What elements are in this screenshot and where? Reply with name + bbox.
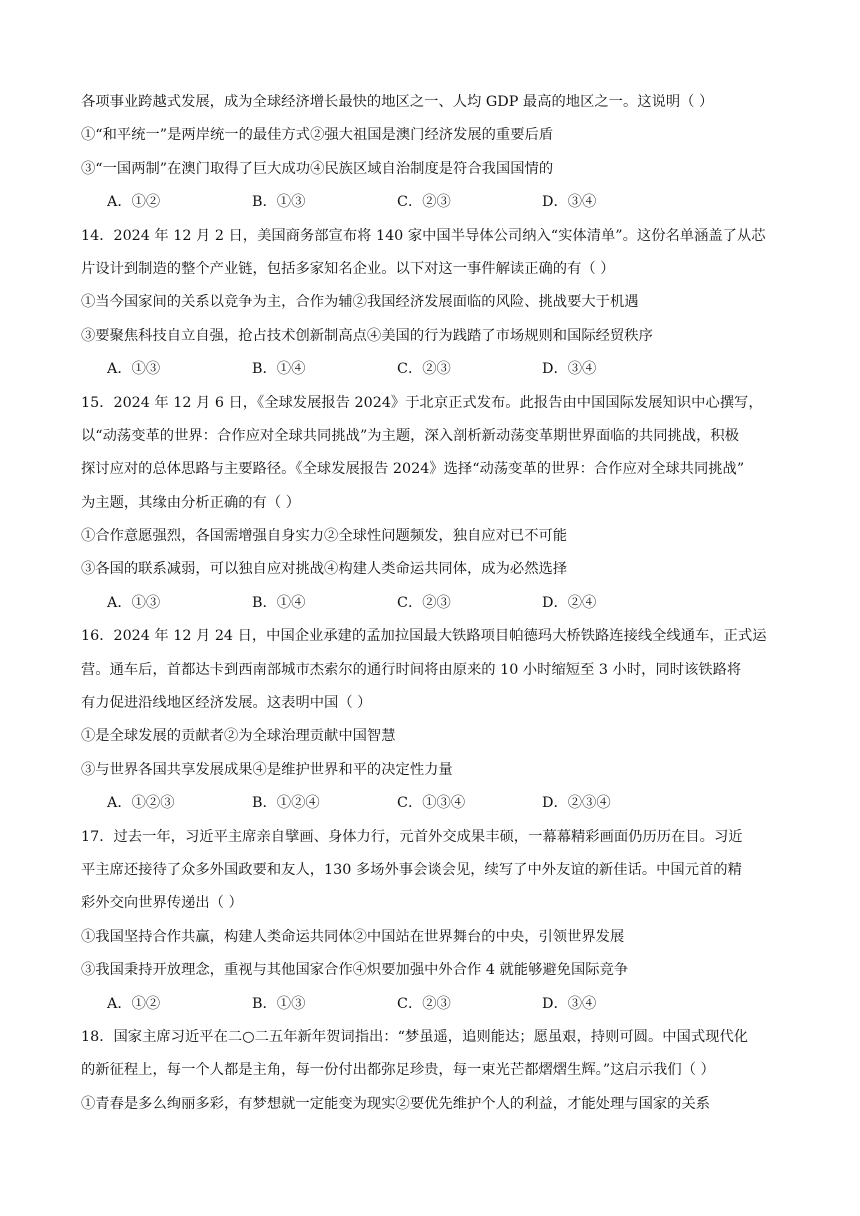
option-a: A．①② [107,995,161,1012]
option-d: D．③④ [542,361,597,378]
choice-statements-line: ①是全球发展的贡献者②为全球治理贡献中国智慧 [81,728,396,745]
option-c: C．①③④ [397,795,466,812]
question-text-line: 的新征程上，每一个人都是主角，每一份付出都弥足珍贵，每一束光芒都熠熠生辉。”这启示我们（ ） [81,1062,715,1079]
question-text-line: 探讨应对的总体思路与主要路径。《全球发展报告 2024》选择“动荡变革的世界：合作应对全球共同挑战” [81,461,745,478]
option-b: B．①③ [252,194,306,211]
question-text-line: 为主题，其缘由分析正确的有（ ） [81,494,300,511]
option-d: D．③④ [542,194,597,211]
option-c: C．②③ [397,995,451,1012]
answer-options [81,587,781,620]
choice-statements-line: ①当今国家间的关系以竞争为主，合作为辅②我国经济发展面临的风险、挑战要大于机遇 [81,294,639,311]
option-d: D．③④ [542,995,597,1012]
option-c: C．②③ [397,361,451,378]
choice-statements-line: ③要聚焦科技自立自强，抢占技术创新制高点④美国的行为践踏了市场规则和国际经贸秩序 [81,327,653,344]
option-d: D．②③④ [542,795,611,812]
question-text-line: 营。通车后，首都达卡到西南部城市杰索尔的通行时间将由原来的 10 小时缩短至 3 小时，同时该铁路将 [81,661,742,678]
option-b: B．①③ [252,995,306,1012]
question-text-line: 片设计到制造的整个产业链，包括多家知名企业。以下对这一事件解读正确的有（ ） [81,260,615,277]
choice-statements-line: ③各国的联系减弱，可以独自应对挑战④构建人类命运共同体，成为必然选择 [81,561,568,578]
question-text-line: 15．2024 年 12 月 6 日，《全球发展报告 2024》于北京正式发布。此报告由中国国际发展知识中心撰写， [81,394,763,411]
question-text-line: 各项事业跨越式发展，成为全球经济增长最快的地区之一、人均 GDP 最高的地区之一。这说明（ ） [81,94,714,110]
question-text-line: 平主席还接待了众多外国政要和友人，130 多场外事会谈会见，续写了中外友谊的新佳话。中国元首的精 [81,861,742,878]
option-a: A．①③ [107,361,161,378]
option-a: A．①② [107,194,161,211]
question-16 [81,620,781,820]
answer-options [81,988,781,1021]
question-text-line: 彩外交向世界传递出（ ） [81,895,243,912]
question-15 [81,387,781,621]
answer-options [81,787,781,820]
option-b: B．①②④ [252,795,320,812]
question-text-line: 以“动荡变革的世界：合作应对全球共同挑战”为主题，深入剖析新动荡变革期世界面临的共同挑战，积极 [81,427,739,444]
choice-statements-line: ①合作意愿强烈，各国需增强自身实力②全球性问题频发，独自应对已不可能 [81,528,568,545]
question-13 [81,86,781,220]
question-17 [81,821,781,1021]
question-text-line: 16．2024 年 12 月 24 日，中国企业承建的孟加拉国最大铁路项目帕德玛大桥铁路连接线全线通车，正式运 [81,628,767,645]
question-text-line: 14．2024 年 12 月 2 日，美国商务部宣布将 140 家中国半导体公司纳入“实体清单”。这份名单涵盖了从芯 [81,227,766,244]
choice-statements-line: ①我国坚持合作共赢，构建人类命运共同体②中国站在世界舞台的中央，引领世界发展 [81,928,625,945]
choice-statements-line: ①“和平统一”是两岸统一的最佳方式②强大祖国是澳门经济发展的重要后盾 [81,127,554,144]
answer-options [81,186,781,219]
question-14 [81,220,781,387]
question-text-line: 18．国家主席习近平在二○二五年新年贺词指出：“梦虽遥，追则能达；愿虽艰，持则可圆。中国式现代化 [81,1028,749,1045]
option-c: C．②③ [397,594,451,611]
option-d: D．②④ [542,594,597,611]
option-a: A．①②③ [107,795,175,812]
choice-statements-line: ③与世界各国共享发展成果④是维护世界和平的决定性力量 [81,761,453,778]
answer-options [81,353,781,386]
question-text-line: 有力促进沿线地区经济发展。这表明中国（ ） [81,695,372,712]
choice-statements-line: ③我国秉持开放理念，重视与其他国家合作④炽要加强中外合作 4 就能够避免国际竞争 [81,962,629,979]
option-a: A．①③ [107,594,161,611]
question-18 [81,1021,781,1121]
option-c: C．②③ [397,194,451,211]
option-b: B．①④ [252,361,306,378]
choice-statements-line: ①青春是多么绚丽多彩，有梦想就一定能变为现实②要优先维护个人的利益，才能处理与国家的关系 [81,1095,711,1112]
choice-statements-line: ③“一国两制”在澳门取得了巨大成功④民族区域自治制度是符合我国国情的 [81,160,554,177]
question-text-line: 17．过去一年，习近平主席亲自擘画、身体力行，元首外交成果丰硕，一幕幕精彩画面仍历历在目。习近 [81,828,743,845]
exam-page [81,86,781,1121]
option-b: B．①④ [252,594,306,611]
